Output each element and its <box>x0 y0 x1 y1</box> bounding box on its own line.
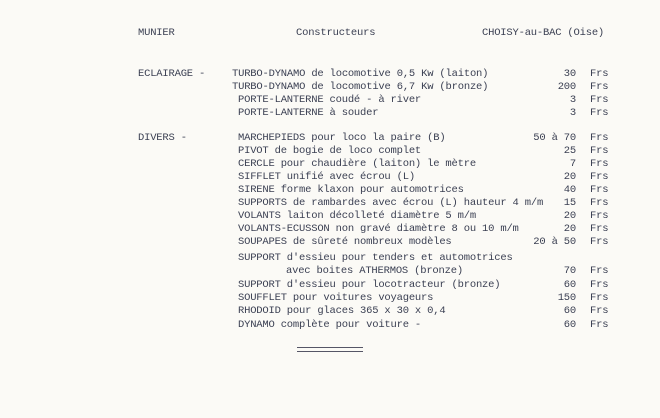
item-unit: Frs <box>590 158 609 170</box>
item-unit: Frs <box>590 305 609 317</box>
header-subtitle: Constructeurs <box>296 27 376 39</box>
item-desc: PORTE-LANTERNE coudé - à river <box>238 94 422 106</box>
item-unit: Frs <box>590 132 609 144</box>
item-unit: Frs <box>590 223 609 235</box>
item-desc: VOLANTS-ECUSSON non gravé diamètre 8 ou 10 m/m <box>238 223 519 235</box>
item-price: 15 <box>563 197 576 209</box>
item-unit: Frs <box>590 197 609 209</box>
item-unit: Frs <box>590 68 609 80</box>
item-desc: RHODOID pour glaces 365 x 30 x 0,4 <box>238 305 446 317</box>
section-label-divers: DIVERS - <box>138 132 187 144</box>
header-company: MUNIER <box>138 27 175 39</box>
item-price: 40 <box>563 184 576 196</box>
item-price: 60 <box>563 305 576 317</box>
item-unit: Frs <box>590 292 609 304</box>
item-price: 60 <box>563 279 576 291</box>
item-desc: TURBO-DYNAMO de locomotive 0,5 Kw (laiton) <box>232 68 489 80</box>
item-unit: Frs <box>590 94 609 106</box>
item-price: 7 <box>569 158 576 170</box>
header-location: CHOISY-au-BAC (Oise) <box>482 27 605 39</box>
item-price: 50 à 70 <box>533 132 576 144</box>
item-price: 20 à 50 <box>533 236 576 248</box>
item-desc: SUPPORTS de rambardes avec écrou (L) hauteur 4 m/m <box>238 197 544 209</box>
item-desc: SUPPORT d'essieu pour locotracteur (bronze) <box>238 279 501 291</box>
item-desc: PIVOT de bogie de loco complet <box>238 145 422 157</box>
item-unit: Frs <box>590 107 609 119</box>
item-desc: MARCHEPIEDS pour loco la paire (B) <box>238 132 446 144</box>
item-unit: Frs <box>590 210 609 222</box>
item-unit: Frs <box>590 279 609 291</box>
item-price: 200 <box>557 81 576 93</box>
item-desc-continuation: avec boites ATHERMOS (bronze) <box>286 265 463 277</box>
closing-divider <box>297 347 363 352</box>
item-desc: CERCLE pour chaudière (laiton) le mètre <box>238 158 476 170</box>
item-unit: Frs <box>590 319 609 331</box>
item-price: 3 <box>569 107 576 119</box>
item-unit: Frs <box>590 145 609 157</box>
item-desc: TURBO-DYNAMO de locomotive 6,7 Kw (bronze) <box>232 81 489 93</box>
item-desc: SIFFLET unifié avec écrou (L) <box>238 171 415 183</box>
item-price: 20 <box>563 223 576 235</box>
item-price: 20 <box>563 210 576 222</box>
item-price: 60 <box>563 319 576 331</box>
item-desc: SUPPORT d'essieu pour tenders et automotrices <box>238 252 513 264</box>
item-price: 150 <box>557 292 576 304</box>
item-unit: Frs <box>590 184 609 196</box>
item-unit: Frs <box>590 171 609 183</box>
item-desc: VOLANTS laiton décolleté diamètre 5 m/m <box>238 210 476 222</box>
item-price: 25 <box>563 145 576 157</box>
item-desc: PORTE-LANTERNE à souder <box>238 107 379 119</box>
item-price: 3 <box>569 94 576 106</box>
item-desc: SOUFFLET pour voitures voyageurs <box>238 292 434 304</box>
item-desc: DYNAMO complète pour voiture - <box>238 319 422 331</box>
item-price: 20 <box>563 171 576 183</box>
item-unit: Frs <box>590 265 609 277</box>
section-label-eclairage: ECLAIRAGE - <box>138 68 206 80</box>
item-desc: SOUPAPES de sûreté nombreux modèles <box>238 236 452 248</box>
item-desc: SIRENE forme klaxon pour automotrices <box>238 184 464 196</box>
item-price: 30 <box>563 68 576 80</box>
item-price: 70 <box>563 265 576 277</box>
item-unit: Frs <box>590 236 609 248</box>
item-unit: Frs <box>590 81 609 93</box>
